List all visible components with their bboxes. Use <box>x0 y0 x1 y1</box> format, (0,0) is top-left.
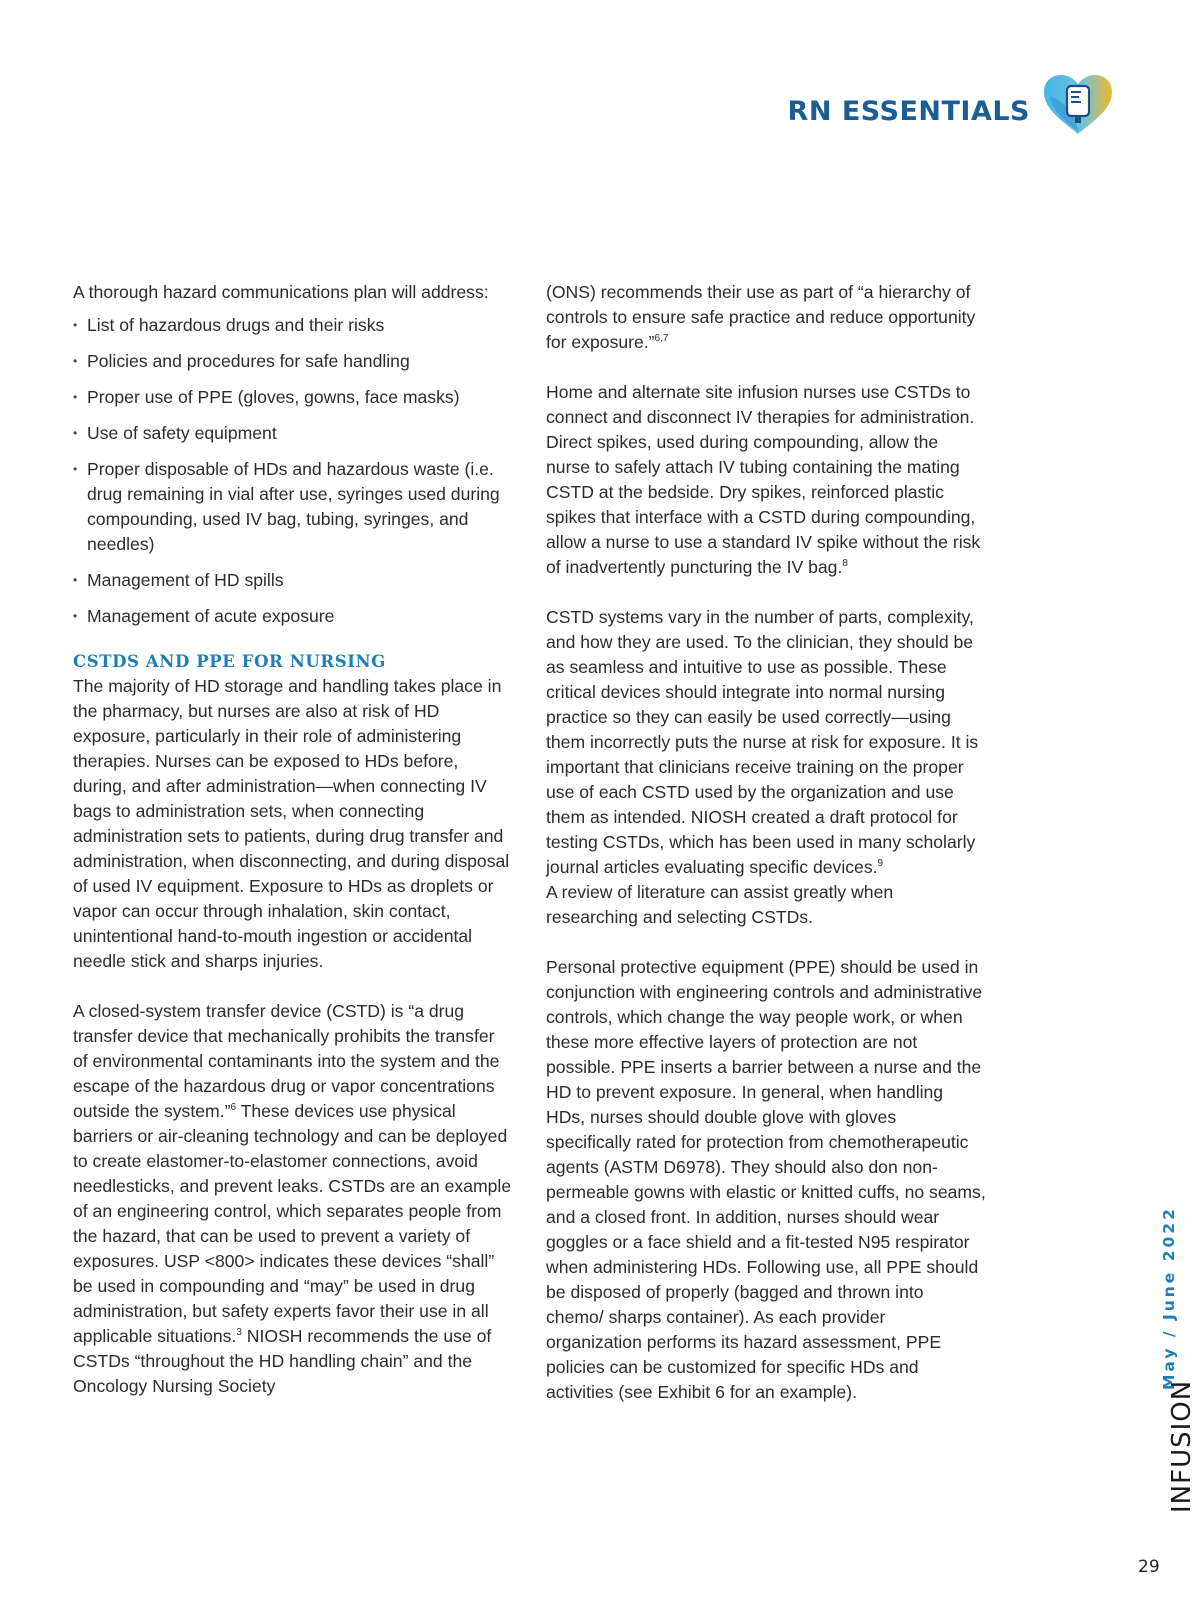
text-run: A review of literature can assist greatly when researching and selecting CSTDs. <box>546 882 894 927</box>
list-item: • Use of safety equipment <box>73 421 513 446</box>
section-heading: CSTDS AND PPE FOR NURSING <box>73 652 386 671</box>
hazard-plan-list <box>73 313 513 629</box>
text-run: (ONS) recommends their use as part of “a hierarchy of controls to ensure safe practice and reduce opportunity for exposure.” <box>546 282 976 352</box>
reference-marker: 3 <box>236 1327 242 1338</box>
text-run: NIOSH recommends the use of CSTDs “throughout the HD handling chain” and the Oncology Nursing Society <box>73 1326 492 1396</box>
body-paragraph <box>546 380 986 580</box>
body-paragraph <box>546 605 986 930</box>
body-paragraph <box>546 280 986 355</box>
left-column <box>73 280 513 1424</box>
issue-date: May / June 2022 <box>1160 1206 1178 1390</box>
list-item: • List of hazardous drugs and their risks <box>73 313 513 338</box>
page-number: 29 <box>1138 1557 1160 1577</box>
body-paragraph: The majority of HD storage and handling takes place in the pharmacy, but nurses are also at risk of HD exposure, particularly in their role of administering therapies. Nurses can be exposed to HDs before, during, and after administration—when connecting IV bags to administration sets, when connecting administration sets to patients, during drug transfer and administration, when disconnecting, and during disposal of used IV equipment. Exposure to HDs as droplets or vapor can occur through inhalation, skin contact, unintentional hand-to-mouth ingestion or accidental needle stick and sharps injuries. <box>73 676 510 971</box>
body-paragraph: Personal protective equipment (PPE) should be used in conjunction with engineering controls and administrative controls, which change the way people work, or when these more effective layers of protection are not possible. PPE inserts a barrier between a nurse and the HD to prevent exposure. In general, when handling HDs, nurses should double glove with gloves specifically rated for protection from chemotherapeutic agents (ASTM D6978). They should also don non-permeable gowns with elastic or knitted cuffs, no seams, and a closed front. In addition, nurses should wear goggles or a face shield and a fit-tested N95 respirator when administering HDs. Following use, all PPE should be disposed of properly (bagged and thrown into chemo/ sharps container). As each provider organization performs its hazard assessment, PPE policies can be customized for specific HDs and activities (see Exhibit 6 for an example). <box>546 957 986 1402</box>
list-item: • Policies and procedures for safe handling <box>73 349 513 374</box>
reference-marker: 6 <box>230 1102 236 1113</box>
text-run: Home and alternate site infusion nurses use CSTDs to connect and disconnect IV therapies for administration. Direct spikes, used during compounding, allow the nurse to safely attach IV tubing containing the mating CSTD at the bedside. Dry spikes, reinforced plastic spikes that interface with a CSTD during compounding, allow a nurse to use a standard IV spike without the risk of inadvertently puncturing the IV bag. <box>546 382 981 577</box>
list-item: • Proper disposable of HDs and hazardous waste (i.e. drug remaining in vial after use, syringes used during compounding, used IV bag, tubing, syringes, and needles) <box>73 457 513 557</box>
list-item: • Management of acute exposure <box>73 604 513 629</box>
reference-marker: 8 <box>842 558 848 569</box>
reference-marker: 9 <box>877 858 884 869</box>
section-title: RN ESSENTIALS <box>787 96 1030 127</box>
iv-bag-heart-icon <box>1042 74 1114 136</box>
list-item: • Proper use of PPE (gloves, gowns, face masks) <box>73 385 513 410</box>
text-run: CSTD systems vary in the number of parts, complexity, and how they are used. To the clinician, they should be as seamless and intuitive to use as possible. These critical devices should integrate into normal nursing practice so they can easily be used correctly—using them incorrectly puts the nurse at risk for exposure. It is important that clinicians receive training on the proper use of each CSTD used by the organization and use them as intended. NIOSH created a draft protocol for testing CSTDs, which has been used in many scholarly journal articles evaluating specific devices. <box>546 607 979 877</box>
magazine-logo: INFUSION <box>1167 1379 1197 1513</box>
reference-marker: 6,7 <box>654 333 669 344</box>
cstd-paragraph <box>73 999 513 1399</box>
right-column <box>546 280 986 1430</box>
text-run: A closed-system transfer device (CSTD) is “a drug transfer device that mechanically prohibits the transfer of environmental contaminants into the system and the escape of the hazardous drug or vapor concentrations outside the system.” <box>73 1001 500 1121</box>
list-item: • Management of HD spills <box>73 568 513 593</box>
intro-paragraph: A thorough hazard communications plan will address: <box>73 282 489 302</box>
text-run: These devices use physical barriers or air-cleaning technology and can be deployed to create elastomer-to-elastomer connections, avoid needlesticks, and prevent leaks. CSTDs are an example of an engineering control, which separates people from the hazard, that can be used to prevent a variety of exposures. USP <800> indicates these devices “shall” be used in compounding and “may” be used in drug administration, but safety experts favor their use in all applicable situations. <box>73 1101 512 1346</box>
